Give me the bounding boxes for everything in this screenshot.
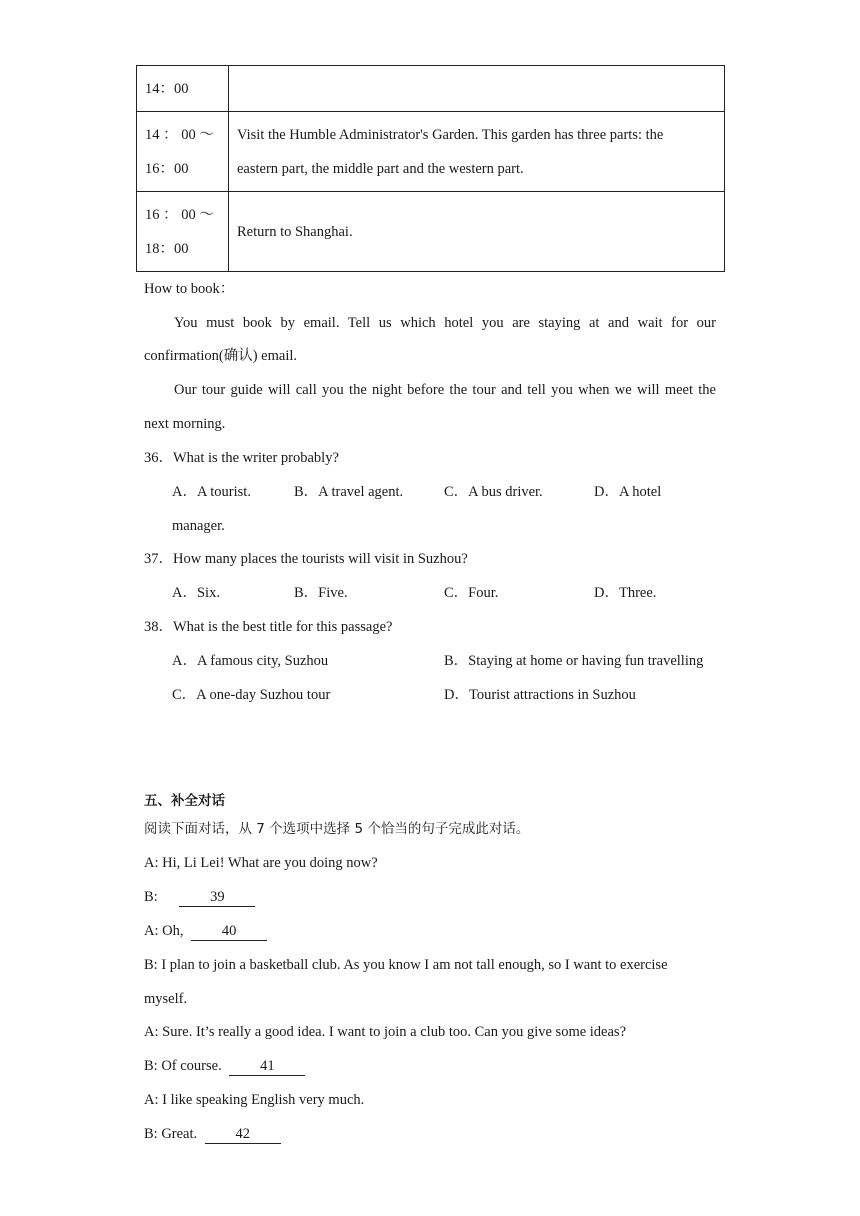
- time-text: 14 ： 00 ～: [145, 126, 214, 143]
- option-a: A．Six.: [172, 585, 220, 601]
- option-a: A．A famous city, Suzhou: [172, 653, 329, 669]
- table-row: [137, 66, 725, 112]
- option-c: C．Four.: [444, 585, 499, 601]
- dialogue-line: B: 39: [144, 887, 255, 907]
- booking-paragraph: next morning.: [144, 416, 226, 432]
- answer-blank[interactable]: 40: [191, 923, 267, 941]
- booking-paragraph: confirmation(确认) email.: [144, 348, 298, 364]
- dialogue-line: myself.: [144, 991, 188, 1007]
- dialogue-line: A: I like speaking English very much.: [144, 1092, 365, 1108]
- option-b: B．Five.: [294, 585, 348, 601]
- time-cell: [137, 192, 229, 272]
- question-stem: 36．What is the writer probably?: [144, 450, 339, 466]
- table-row: [137, 112, 725, 192]
- section-instruction: 阅读下面对话，从 7 个选项中选择 5 个恰当的句子完成此对话。: [144, 821, 530, 837]
- answer-blank[interactable]: 42: [205, 1126, 281, 1144]
- activity-text: Visit the Humble Administrator's Garden. This garden has three parts: the: [237, 126, 664, 143]
- booking-heading: How to book：: [144, 281, 235, 297]
- dialogue-line: B: I plan to join a basketball club. As you know I am not tall enough, so I want to exercise: [144, 957, 668, 973]
- time-text: 18：00: [145, 240, 189, 257]
- answer-blank[interactable]: 41: [229, 1058, 305, 1076]
- answer-blank[interactable]: 39: [179, 889, 255, 907]
- activity-cell: [229, 192, 725, 272]
- option-b: B．Staying at home or having fun travelling: [444, 653, 704, 669]
- option-d: D．A hotel: [594, 484, 662, 500]
- activity-text: Return to Shanghai.: [237, 223, 353, 240]
- schedule-table: [136, 65, 725, 272]
- booking-paragraph: You must book by email. Tell us which hotel you are staying at and wait for our: [174, 315, 716, 331]
- section-heading: 五、补全对话: [144, 793, 225, 809]
- dialogue-line: A: Sure. It’s really a good idea. I want to join a club too. Can you give some ideas?: [144, 1024, 627, 1040]
- option-b: B．A travel agent.: [294, 484, 404, 500]
- time-text: 16 ： 00 ～: [145, 206, 214, 223]
- activity-cell: [229, 66, 725, 112]
- time-cell: [137, 66, 229, 112]
- dialogue-line: B: Of course. 41: [144, 1056, 305, 1076]
- option-d: D．Three.: [594, 585, 657, 601]
- question-stem: 38．What is the best title for this passage?: [144, 619, 393, 635]
- option-c: C．A bus driver.: [444, 484, 543, 500]
- dialogue-line: A: Oh, 40: [144, 921, 267, 941]
- table-row: [137, 192, 725, 272]
- option-c: C．A one-day Suzhou tour: [172, 687, 331, 703]
- option-a: A．A tourist.: [172, 484, 251, 500]
- dialogue-line: A: Hi, Li Lei! What are you doing now?: [144, 855, 378, 871]
- time-cell: [137, 112, 229, 192]
- time-text: 16：00: [145, 160, 189, 177]
- activity-cell: [229, 112, 725, 192]
- option-d-wrap: manager.: [172, 518, 225, 534]
- activity-text: eastern part, the middle part and the western part.: [237, 160, 524, 177]
- option-d: D．Tourist attractions in Suzhou: [444, 687, 636, 703]
- time-text: 14：00: [145, 80, 189, 97]
- question-stem: 37．How many places the tourists will visit in Suzhou?: [144, 551, 468, 567]
- booking-paragraph: Our tour guide will call you the night before the tour and tell you when we will meet the: [174, 382, 716, 398]
- dialogue-line: B: Great. 42: [144, 1124, 281, 1144]
